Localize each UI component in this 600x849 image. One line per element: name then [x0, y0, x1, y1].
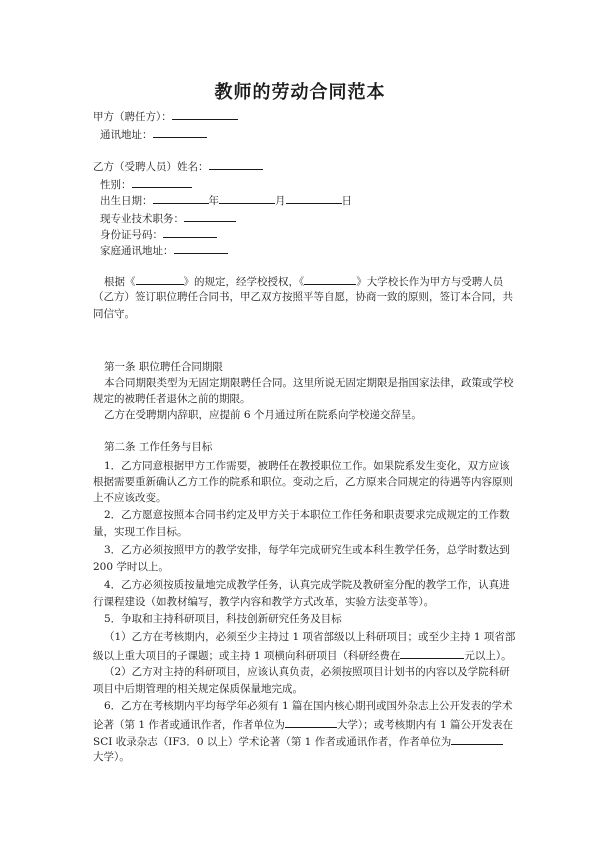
article-2-text: 大学）。	[93, 751, 130, 763]
article-1-text: 规定的被聘任者退休之前的期限。	[93, 393, 251, 405]
article-2-text: 1．乙方同意根据甲方工作需要，被聘任在教授职位工作。如果院系发生变化，双方应该	[104, 460, 510, 472]
article-2-text: 200 学时以上。	[93, 561, 169, 573]
gender-line	[100, 176, 192, 192]
id-label: 身份证号码：	[100, 229, 163, 241]
article-2-heading: 第二条 工作任务与目标	[104, 441, 213, 453]
article-1-text: 本合同期限类型为无固定期限聘任合同。这里所说无固定期限是指国家法律，政策或学校	[104, 377, 514, 389]
intro-line-1	[104, 273, 503, 289]
article-2-text: 3．乙方必须按照甲方的教学安排，每学年完成研究生或本科生教学任务，总学时数达到	[104, 544, 510, 556]
intro-text: 》的规定，经学校授权，《	[183, 276, 305, 288]
id-line	[100, 226, 217, 242]
home-address-blank[interactable]	[174, 242, 228, 254]
intro-line-2: （乙方）签订职位聘任合同书，甲乙双方按照平等自愿，协商一致的原则，签订本合同，共	[93, 291, 513, 303]
intro-text: 根据《	[104, 276, 136, 288]
page-title: 教师的劳动合同范本	[214, 82, 386, 103]
research-funding-blank[interactable]	[400, 647, 464, 659]
title-line	[100, 210, 236, 226]
article-2-text: 5．争取和主持科研项目，科技创新研究任务及目标	[104, 613, 342, 625]
article-2-text	[93, 647, 512, 663]
party-a-label: 甲方（聘任方）：	[93, 111, 172, 123]
author-unit-blank-2[interactable]	[451, 733, 503, 745]
party-b-label: 乙方（受聘人员）姓名：	[93, 161, 209, 173]
university-name-blank[interactable]	[304, 273, 356, 285]
party-a-line	[93, 108, 238, 124]
article-1-text: 乙方在受聘期内辞职，应提前 6 个月通过所在院系向学校递交辞呈。	[104, 409, 422, 421]
birth-year-label: 年	[208, 195, 219, 207]
article-2-text: 项目中后期管理的相关规定保质保量地完成。	[93, 683, 303, 695]
party-a-address-blank[interactable]	[153, 126, 207, 138]
home-address-line	[100, 242, 228, 258]
party-a-blank[interactable]	[172, 108, 238, 120]
article-2-text: 上不应该改变。	[93, 492, 167, 504]
article-2-text	[93, 716, 513, 732]
party-a-address-line	[100, 126, 207, 142]
intro-line-3: 同信守。	[93, 308, 135, 320]
article-2-text: 6．乙方在考核期内平均每学年必须有 1 篇在国内核心期刊或国外杂志上公开发表的学术	[104, 700, 513, 712]
party-b-name-blank[interactable]	[209, 158, 263, 170]
article-2-text: 元以上）。	[464, 650, 512, 662]
article-2-text	[93, 733, 503, 749]
birth-month-label: 月	[275, 195, 286, 207]
article-2-text: 2．乙方愿意按照本合同书约定及甲方关于本职位工作任务和职责要求完成规定的工作数	[104, 509, 510, 521]
article-2-text: （2）乙方对主持的科研项目，应该认真负责，必须按照项目计划书的内容以及学院科研	[104, 666, 510, 678]
birth-day-blank[interactable]	[286, 192, 342, 204]
article-2-text: 论著（第 1 作者或通讯作者，作者单位为	[93, 719, 285, 731]
intro-text: 》大学校长作为甲方与受聘人员	[356, 276, 504, 288]
professional-title-blank[interactable]	[184, 210, 236, 222]
id-blank[interactable]	[163, 226, 217, 238]
article-2-text: （1）乙方在考核期内，必须至少主持过 1 项省部级以上科研项目；或至少主持 1 项省部	[104, 631, 516, 643]
article-2-text: 4．乙方必须按质按量地完成教学任务，认真完成学院及教研室分配的教学工作，认真进	[104, 579, 510, 591]
article-1-heading: 第一条 职位聘任合同期限	[104, 361, 223, 373]
birth-year-blank[interactable]	[153, 192, 209, 204]
article-2-text: 级以上重大项目的子课题；或主持 1 项横向科研项目（科研经费在	[93, 650, 401, 662]
article-2-text: 量，实现工作目标。	[93, 526, 188, 538]
article-2-text: SCI 收录杂志（IF3．0 以上）学术论著（第 1 作者或通讯作者，作者单位为	[93, 736, 452, 748]
party-b-line	[93, 158, 263, 174]
birth-line	[100, 192, 352, 208]
law-name-blank[interactable]	[136, 273, 184, 285]
gender-label: 性别：	[100, 179, 132, 191]
gender-blank[interactable]	[132, 176, 192, 188]
birth-month-blank[interactable]	[219, 192, 275, 204]
birth-day-label: 日	[341, 195, 352, 207]
professional-title-label: 现专业技术职务：	[100, 213, 184, 225]
party-a-address-label: 通讯地址：	[100, 129, 153, 141]
birth-label: 出生日期：	[100, 195, 153, 207]
article-2-text: 大学）；或考核期内有 1 篇公开发表在	[336, 719, 513, 731]
home-address-label: 家庭通讯地址：	[100, 245, 174, 257]
author-unit-blank-1[interactable]	[285, 716, 337, 728]
article-2-text: 行课程建设（如教材编写，教学内容和教学方式改革，实验方法变革等）。	[93, 596, 435, 608]
article-2-text: 根据需要重新确认乙方工作的院系和职位。变动之后，乙方原来合同规定的待遇等内容原则	[93, 476, 513, 488]
